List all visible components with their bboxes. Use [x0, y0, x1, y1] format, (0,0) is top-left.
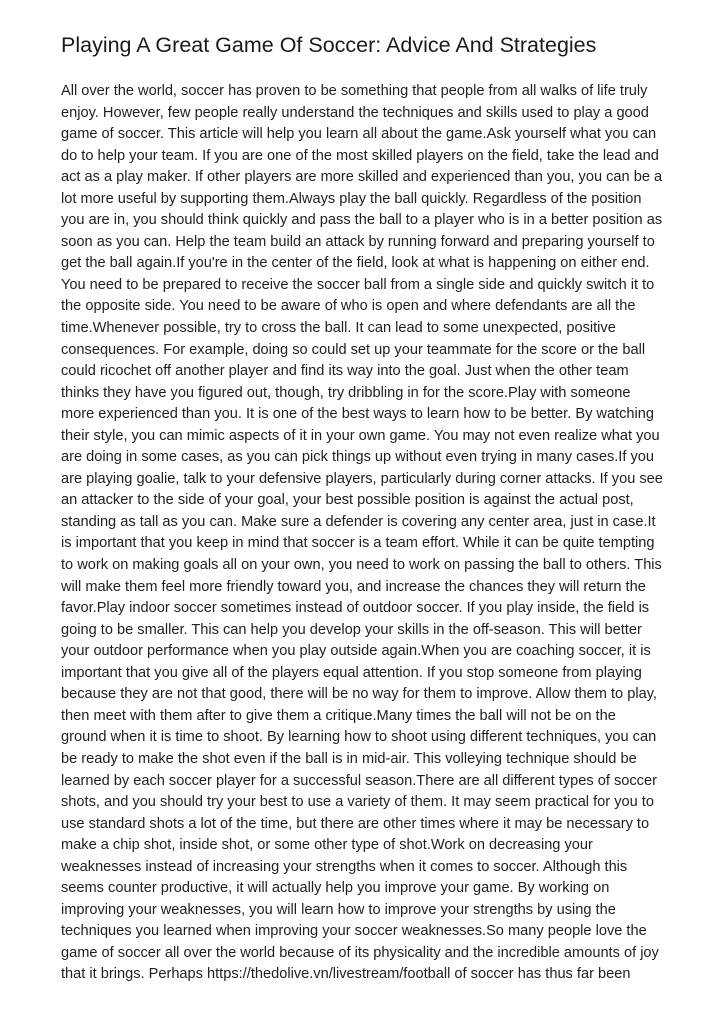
body-line: your outdoor performance when you play outside again.When you are coaching soccer, it is — [61, 643, 651, 660]
body-line: because they are not that good, there will be no way for them to improve. Allow them to play, — [61, 686, 657, 703]
body-line: techniques you learned when improving your soccer weaknesses.So many people love the — [61, 923, 647, 940]
body-line: learned by each soccer player for a successful season.There are all different types of soccer — [61, 772, 657, 789]
body-line: ground when it is time to shoot. By learning how to shoot using different techniques, you can — [61, 729, 657, 746]
body-line: You need to be prepared to receive the soccer ball from a single side and quickly switch it to — [61, 276, 655, 293]
body-line: do to help your team. If you are one of the most skilled players on the field, take the lead and — [61, 147, 659, 164]
body-paragraph — [61, 81, 662, 986]
body-line: will make them feel more friendly toward you, and increase the chances they will return the — [61, 578, 646, 595]
body-line: are playing goalie, talk to your defensive players, particularly during corner attacks. If you see — [61, 470, 663, 487]
body-line: that it brings. Perhaps https://thedolive.vn/livestream/football of soccer has thus far been — [61, 966, 631, 983]
body-line: more experienced than you. It is one of the best ways to learn how to be better. By watching — [61, 406, 655, 423]
body-line: improving your weaknesses, you will learn how to improve your strengths by using the — [61, 901, 616, 918]
body-line: the opposite side. You need to be aware of who is open and where defendants are all the — [61, 298, 636, 315]
body-line: is important that you keep in mind that soccer is a team effort. While it can be quite tempting — [61, 535, 655, 552]
document-title: Playing A Great Game Of Soccer: Advice And Strategies — [61, 33, 597, 57]
body-line: their style, you can mimic aspects of it in your own game. You may not even realize what you — [61, 427, 660, 444]
body-line: All over the world, soccer has proven to be something that people from all walks of life truly — [61, 83, 648, 99]
body-line: game of soccer. This article will help you learn all about the game.Ask yourself what you can — [61, 126, 657, 143]
body-line: soon as you can. Help the team build an attack by running forward and preparing yourself to — [61, 233, 655, 250]
body-line: important that you give all of the players equal attention. If you stop someone from playing — [61, 664, 642, 681]
body-line: act as a play maker. If other players are more skilled and experienced than you, you can be a — [61, 169, 663, 186]
body-line: standing as tall as you can. Make sure a defender is covering any center area, just in case.It — [61, 513, 656, 530]
body-line: consequences. For example, doing so could set up your teammate for the score or the ball — [61, 341, 646, 358]
body-line: be ready to make the shot even if the ball is in mid-air. This volleying technique should be — [61, 750, 637, 767]
body-line: thinks they have you figured out, though, try dribbling in for the score.Play with someone — [61, 384, 631, 401]
body-line: then meet with them after to give them a critique.Many times the ball will not be on the — [61, 707, 616, 724]
body-line: weaknesses instead of increasing your strengths when it comes to soccer. Although this — [61, 858, 628, 875]
body-line: could ricochet off another player and find its way into the goal. Just when the other team — [61, 363, 629, 380]
body-line: make a chip shot, inside shot, or some other type of shot.Work on decreasing your — [61, 837, 593, 854]
body-line: are doing in some cases, as you can pick things up without even trying in many cases.If you — [61, 449, 654, 466]
body-line: game of soccer all over the world because of its physicality and the incredible amounts of joy — [61, 944, 659, 961]
body-line: get the ball again.If you're in the center of the field, look at what is happening on either end. — [61, 255, 650, 272]
body-line: favor.Play indoor soccer sometimes instead of outdoor soccer. If you play inside, the field is — [61, 600, 650, 617]
body-line: going to be smaller. This can help you develop your skills in the off-season. This will better — [61, 621, 642, 638]
body-line: seems counter productive, it will actually help you improve your game. By working on — [61, 880, 610, 897]
body-line: to work on making goals all on your own, you need to work on passing the ball to others. This — [61, 557, 662, 574]
body-line: you are in, you should think quickly and pass the ball to a player who is in a better position as — [61, 212, 663, 229]
body-line: enjoy. However, few people really understand the techniques and skills used to play a good — [61, 104, 649, 121]
body-line: time.Whenever possible, try to cross the ball. It can lead to some unexpected, positive — [61, 320, 616, 337]
body-line: use standard shots a lot of the time, but there are other times where it may be necessary to — [61, 815, 650, 832]
body-line: an attacker to the side of your goal, your best possible position is against the actual post, — [61, 492, 634, 509]
body-line: lot more useful by supporting them.Always play the ball quickly. Regardless of the position — [61, 190, 642, 207]
body-line: shots, and you should try your best to use a variety of them. It may seem practical for you to — [61, 794, 654, 811]
